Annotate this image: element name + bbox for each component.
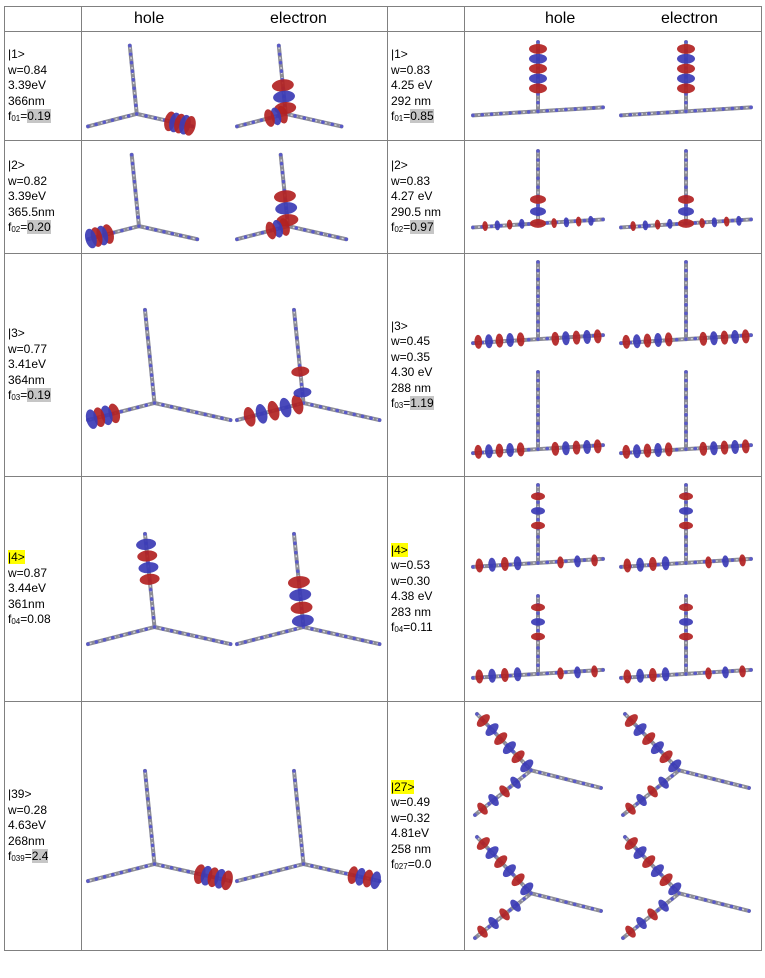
molecule-orbital-image bbox=[82, 477, 388, 701]
oscillator-strength: $f_{04}=0.08$ bbox=[8, 612, 51, 627]
orbital-image-quad bbox=[465, 254, 762, 477]
energy: 3.44eV bbox=[8, 581, 47, 596]
header-right-images bbox=[465, 7, 762, 32]
state-label-cell bbox=[5, 32, 82, 141]
state-id: |39> bbox=[8, 787, 32, 802]
state-id: |1> bbox=[391, 47, 408, 62]
energy: 3.39eV bbox=[8, 78, 47, 93]
molecule-orbital-image bbox=[82, 141, 388, 253]
weight: w=0.77 bbox=[8, 341, 48, 356]
state-label-cell bbox=[5, 254, 82, 477]
header-hole-left: hole bbox=[134, 10, 165, 27]
oscillator-strength: $f_{027}=0.0$ bbox=[391, 857, 432, 871]
weight: w=0.49 bbox=[391, 795, 431, 809]
state-id: |3> bbox=[391, 318, 408, 333]
state-label-cell bbox=[388, 254, 465, 477]
weight: w=0.84 bbox=[8, 62, 48, 77]
oscillator-strength: $f_{03}=0.19$ bbox=[8, 388, 51, 403]
orbital-image-pair bbox=[465, 141, 762, 254]
weight-secondary: w=0.35 bbox=[391, 349, 431, 364]
oscillator-strength: $f_{01}=0.85$ bbox=[391, 109, 434, 124]
oscillator-strength: $f_{039}=2.4$ bbox=[8, 849, 49, 864]
header-empty-left bbox=[5, 7, 82, 32]
molecule-orbital-image bbox=[82, 702, 388, 950]
orbital-image-pair bbox=[82, 477, 388, 702]
state-row bbox=[5, 32, 762, 141]
energy: 4.38 eV bbox=[391, 589, 433, 603]
weight: w=0.53 bbox=[391, 558, 431, 572]
state-label-cell bbox=[388, 141, 465, 254]
weight-secondary: w=0.32 bbox=[391, 810, 431, 825]
energy: 4.30 eV bbox=[391, 365, 433, 379]
weight: w=0.45 bbox=[391, 334, 431, 348]
orbital-image-pair bbox=[465, 32, 762, 141]
energy: 4.27 eV bbox=[391, 189, 433, 204]
oscillator-strength: $f_{02}=0.97$ bbox=[391, 220, 434, 235]
molecule-orbital-image bbox=[465, 477, 762, 701]
molecule-orbital-image bbox=[465, 254, 762, 476]
molecule-orbital-image bbox=[82, 254, 388, 476]
state-id: |4> bbox=[391, 542, 408, 557]
orbital-image-quad bbox=[465, 477, 762, 702]
state-label-cell bbox=[388, 32, 465, 141]
state-id: |4> bbox=[8, 550, 25, 565]
transition-table bbox=[4, 6, 762, 951]
state-row bbox=[5, 702, 762, 951]
energy: 4.25 eV bbox=[391, 78, 433, 93]
weight: w=0.82 bbox=[8, 173, 48, 188]
state-label-cell bbox=[5, 141, 82, 254]
state-row bbox=[5, 254, 762, 477]
state-id: |2> bbox=[8, 158, 25, 173]
orbital-image-quad bbox=[465, 702, 762, 951]
wavelength: 283 nm bbox=[391, 604, 432, 619]
state-row bbox=[5, 141, 762, 254]
state-label-cell bbox=[5, 702, 82, 951]
molecule-orbital-image bbox=[465, 32, 762, 140]
orbital-image-pair bbox=[82, 141, 388, 254]
molecule-orbital-image bbox=[465, 702, 762, 950]
energy: 4.63eV bbox=[8, 818, 47, 833]
header-electron-left: electron bbox=[270, 10, 327, 27]
oscillator-strength: $f_{04}=0.11$ bbox=[391, 620, 433, 634]
state-label-cell bbox=[5, 477, 82, 702]
molecule-orbital-image bbox=[82, 32, 388, 140]
weight: w=0.83 bbox=[391, 62, 431, 77]
state-id: |27> bbox=[391, 779, 415, 794]
energy: 4.81eV bbox=[391, 826, 430, 840]
oscillator-strength: $f_{02}=0.20$ bbox=[8, 220, 51, 235]
wavelength: 288 nm bbox=[391, 380, 432, 395]
wavelength: 361nm bbox=[8, 596, 45, 611]
orbital-image-pair bbox=[82, 254, 388, 477]
wavelength: 366nm bbox=[8, 93, 45, 108]
state-id: |3> bbox=[8, 326, 25, 341]
wavelength: 268nm bbox=[8, 833, 45, 848]
energy: 3.39eV bbox=[8, 189, 47, 204]
state-row bbox=[5, 477, 762, 702]
header-hole-right: hole bbox=[545, 10, 576, 27]
header-row bbox=[5, 7, 762, 32]
molecule-orbital-image bbox=[465, 141, 762, 253]
state-label-cell bbox=[388, 702, 465, 951]
state-id: |2> bbox=[391, 158, 408, 173]
wavelength: 258 nm bbox=[391, 841, 432, 856]
energy: 3.41eV bbox=[8, 357, 47, 372]
weight-secondary: w=0.30 bbox=[391, 573, 431, 588]
header-empty-right bbox=[388, 7, 465, 32]
state-id: |1> bbox=[8, 47, 25, 62]
oscillator-strength: $f_{01}=0.19$ bbox=[8, 109, 51, 124]
wavelength: 365.5nm bbox=[8, 204, 55, 219]
weight: w=0.83 bbox=[391, 173, 431, 188]
weight: w=0.87 bbox=[8, 565, 48, 580]
orbital-image-pair bbox=[82, 32, 388, 141]
wavelength: 292 nm bbox=[391, 93, 432, 108]
wavelength: 290.5 nm bbox=[391, 204, 442, 219]
oscillator-strength: $f_{03}=1.19$ bbox=[391, 396, 434, 410]
wavelength: 364nm bbox=[8, 372, 45, 387]
header-left-images bbox=[82, 7, 388, 32]
state-label-cell bbox=[388, 477, 465, 702]
orbital-image-pair bbox=[82, 702, 388, 951]
header-electron-right: electron bbox=[661, 10, 718, 27]
weight: w=0.28 bbox=[8, 802, 48, 817]
